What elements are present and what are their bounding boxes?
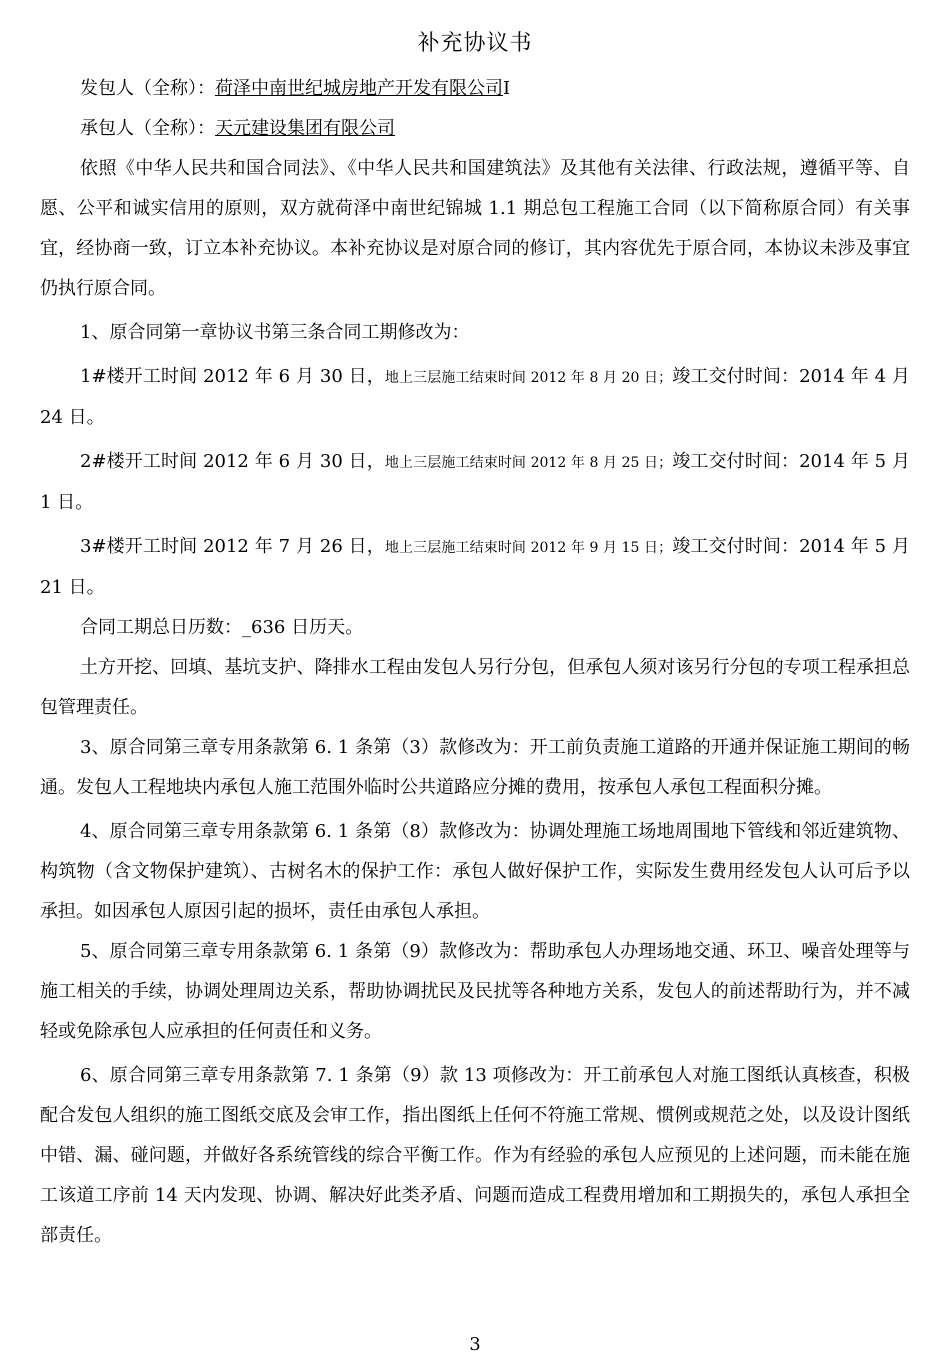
contractor-name: 天元建设集团有限公司: [215, 118, 395, 139]
earthwork-paragraph: 土方开挖、回填、基坑支护、降排水工程由发包人另行分包，但承包人须对该另行分包的专项工程承担总包管理责任。: [40, 657, 910, 718]
building-1-end: 竣工交付时间：2014 年 4 月 24 日。: [40, 366, 910, 428]
clause-1-heading: 1、原合同第一章协议书第三条合同工期修改为：: [80, 322, 470, 343]
total-days-paragraph: 合同工期总日历数：_636 日历天。: [80, 617, 364, 638]
building-1-mid: 地上三层施工结束时间 2012 年 8 月 20 日；: [384, 370, 673, 386]
building-2-schedule: [40, 442, 910, 523]
document-page: [0, 26, 950, 1370]
contractor-line: [40, 109, 910, 149]
building-3-schedule: [40, 527, 910, 608]
building-1-start: 1#楼开工时间 2012 年 6 月 30 日，: [80, 366, 385, 387]
employer-name: 荷泽中南世纪城房地产开发有限公司: [215, 78, 503, 99]
building-3-mid: 地上三层施工结束时间 2012 年 9 月 15 日；: [384, 540, 673, 556]
document-title: 补充协议书: [417, 31, 533, 56]
employer-line: [40, 69, 910, 109]
employer-label: 发包人（全称）：: [80, 78, 215, 99]
clause-4-paragraph: 4、原合同第三章专用条款第 6. 1 条第（8）款修改为：协调处理施工场地周围地下管线和邻近建筑物、构筑物（含文物保护建筑）、古树名木的保护工作：承包人做好保护工作，实际发生费用经发包人认可后予以承担。如因承包人原因引起的损坏，责任由承包人承担。: [40, 821, 910, 922]
building-3-start: 3#楼开工时间 2012 年 7 月 26 日，: [80, 536, 385, 557]
employer-suffix: I: [503, 78, 511, 99]
clause-3-paragraph: 3、原合同第三章专用条款第 6. 1 条第（3）款修改为：开工前负责施工道路的开通并保证施工期间的畅通。发包人工程地块内承包人施工范围外临时公共道路应分摊的费用，按承包人承包工程面积分摊。: [40, 737, 910, 798]
building-1-schedule: [40, 357, 910, 438]
building-2-start: 2#楼开工时间 2012 年 6 月 30 日，: [80, 451, 385, 472]
building-2-mid: 地上三层施工结束时间 2012 年 8 月 25 日；: [384, 455, 673, 471]
page-number: 3: [469, 1334, 481, 1355]
building-2-end: 竣工交付时间：2014 年 5 月 1 日。: [40, 451, 910, 513]
intro-paragraph: 依照《中华人民共和国合同法》、《中华人民共和国建筑法》及其他有关法律、行政法规，遵循平等、自愿、公平和诚实信用的原则，双方就荷泽中南世纪锦城 1.1 期总包工程施工合同（以下简称原合同）有关事宜，经协商一致，订立本补充协议。本补充协议是对原合同的修订，其内容优先于原合同，本协议未涉及事宜仍执行原合同。: [40, 158, 910, 299]
clause-6-paragraph: 6、原合同第三章专用条款第 7. 1 条第（9）款 13 项修改为：开工前承包人对施工图纸认真核查，积极配合发包人组织的施工图纸交底及会审工作，指出图纸上任何不符施工常规、惯例或规范之处，以及设计图纸中错、漏、碰问题，并做好各系统管线的综合平衡工作。作为有经验的承包人应预见的上述问题，而未能在施工该道工序前 14 天内发现、协调、解决好此类矛盾、问题而造成工程费用增加和工期损失的，承包人承担全部责任。: [40, 1065, 910, 1246]
contractor-label: 承包人（全称）：: [80, 118, 215, 139]
clause-5-paragraph: 5、原合同第三章专用条款第 6. 1 条第（9）款修改为：帮助承包人办理场地交通、环卫、噪音处理等与施工相关的手续，协调处理周边关系，帮助协调扰民及民扰等各种地方关系，发包人的前述帮助行为，并不减轻或免除承包人应承担的任何责任和义务。: [40, 941, 910, 1042]
building-3-end: 竣工交付时间：2014 年 5 月 21 日。: [40, 536, 910, 598]
